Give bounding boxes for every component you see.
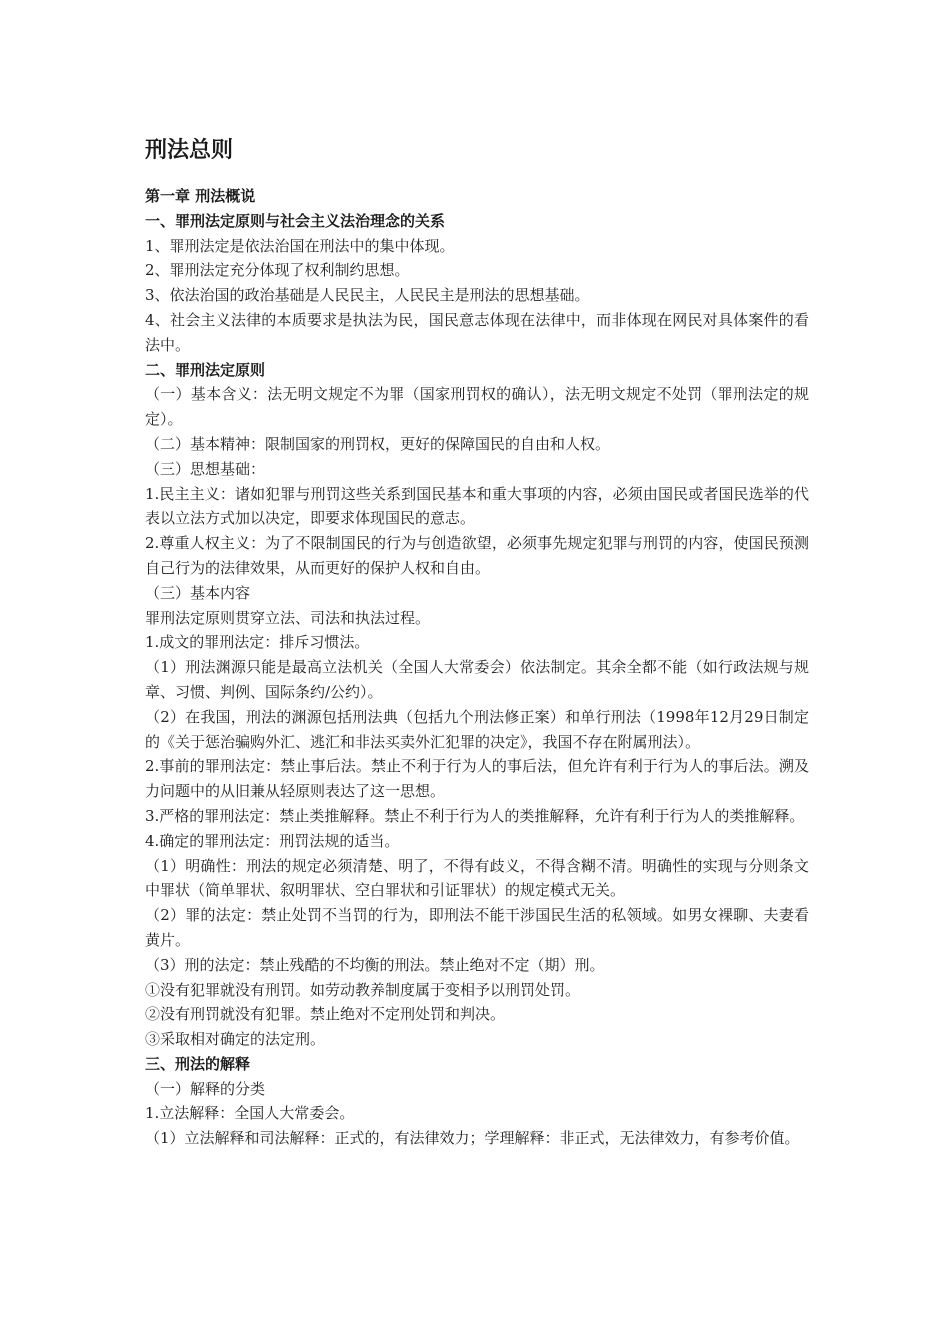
paragraph: 1.立法解释：全国人大常委会。 <box>145 1104 355 1123</box>
paragraph: 4、社会主义法律的本质要求是执法为民，国民意志体现在法律中，而非体现在网民对具体案件的看法中。 <box>145 310 809 354</box>
paragraph: 罪刑法定原则贯穿立法、司法和执法过程。 <box>145 608 431 627</box>
paragraph: 1、罪刑法定是依法治国在刑法中的集中体现。 <box>145 236 455 255</box>
paragraph: （2）在我国，刑法的渊源包括刑法典（包括九个刑法修正案）和单行刑法（1998年12月29日制定的《关于惩治骗购外汇、逃汇和非法买卖外汇犯罪的决定》，我国不存在附属刑法）。 <box>145 707 809 751</box>
paragraph: ③采取相对确定的法定刑。 <box>145 1030 326 1049</box>
document-title: 刑法总则 <box>145 138 234 163</box>
paragraph: ②没有刑罚就没有犯罪。禁止绝对不定刑处罚和判决。 <box>145 1005 506 1024</box>
paragraph: （1）刑法渊源只能是最高立法机关（全国人大常委会）依法制定。其余全都不能（如行政法规与规章、习惯、判例、国际条约/公约）。 <box>145 658 809 701</box>
section-heading: 第一章 刑法概说 <box>145 187 256 205</box>
paragraph: 3、依法治国的政治基础是人民民主，人民民主是刑法的思想基础。 <box>145 286 590 305</box>
paragraph: （2）罪的法定：禁止处罚不当罚的行为，即刑法不能干涉国民生活的私领域。如男女裸聊、夫妻看黄片。 <box>145 906 809 949</box>
paragraph: 1.成文的罪刑法定：排斥习惯法。 <box>145 633 370 652</box>
paragraph: 1.民主主义：诸如犯罪与刑罚这些关系到国民基本和重大事项的内容，必须由国民或者国民选举的代表以立法方式加以决定，即要求体现国民的意志。 <box>145 484 809 528</box>
document-body <box>145 184 809 1151</box>
paragraph: 3.严格的罪刑法定：禁止类推解释。禁止不利于行为人的类推解释，允许有利于行为人的类推解释。 <box>145 806 805 825</box>
paragraph: （1）立法解释和司法解释：正式的，有法律效力；学理解释：非正式，无法律效力，有参考价值。 <box>145 1129 800 1148</box>
paragraph: （三）基本内容 <box>145 583 251 602</box>
paragraph: （一）基本含义：法无明文规定不为罪（国家刑罚权的确认），法无明文规定不处罚（罪刑法定的规定）。 <box>145 385 809 429</box>
paragraph: 2.事前的罪刑法定：禁止事后法。禁止不利于行为人的事后法，但允许有利于行为人的事后法。溯及力问题中的从旧兼从轻原则表达了这一思想。 <box>145 757 809 801</box>
document-page <box>145 136 809 1151</box>
paragraph: （二）基本精神：限制国家的刑罚权，更好的保障国民的自由和人权。 <box>145 434 611 453</box>
paragraph: （一）解释的分类 <box>145 1079 266 1098</box>
section-heading: 三、刑法的解释 <box>145 1054 251 1073</box>
paragraph: （3）刑的法定：禁止残酷的不均衡的刑法。禁止绝对不定（期）刑。 <box>145 955 605 974</box>
paragraph: 2、罪刑法定充分体现了权利制约思想。 <box>145 261 410 280</box>
paragraph: （1）明确性：刑法的规定必须清楚、明了，不得有歧义，不得含糊不清。明确性的实现与分则条文中罪状（简单罪状、叙明罪状、空白罪状和引证罪状）的规定模式无关。 <box>145 856 809 900</box>
paragraph: 2.尊重人权主义：为了不限制国民的行为与创造欲望，必须事先规定犯罪与刑罚的内容，使国民预测自己行为的法律效果，从而更好的保护人权和自由。 <box>145 534 809 577</box>
paragraph: （三）思想基础： <box>145 459 266 478</box>
section-heading: 一、罪刑法定原则与社会主义法治理念的关系 <box>145 211 446 230</box>
section-heading: 二、罪刑法定原则 <box>145 360 266 379</box>
paragraph: ①没有犯罪就没有刑罚。如劳动教养制度属于变相予以刑罚处罚。 <box>145 980 581 999</box>
paragraph: 4.确定的罪刑法定：刑罚法规的适当。 <box>145 831 400 850</box>
